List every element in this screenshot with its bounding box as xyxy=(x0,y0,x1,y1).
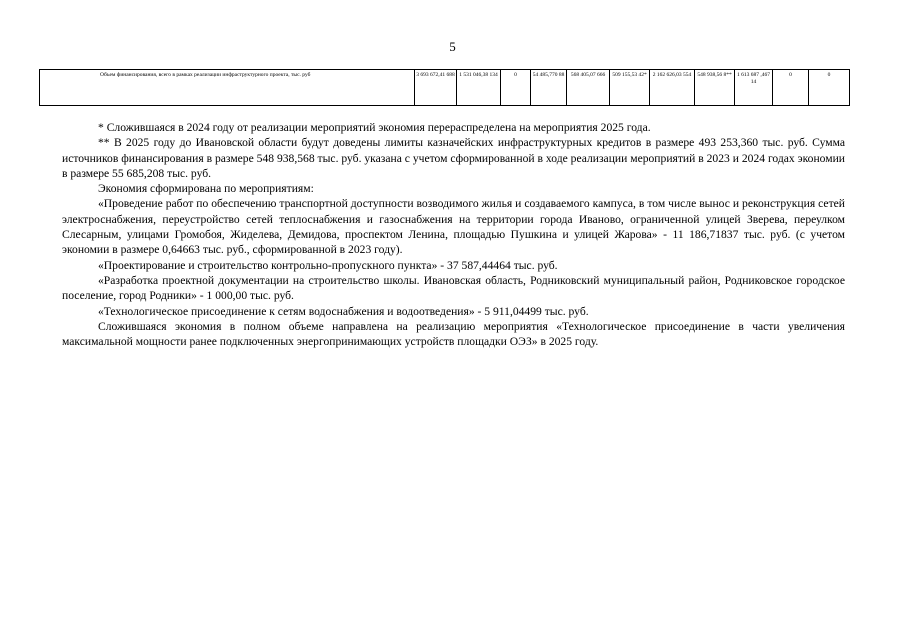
table-cell: 509 155,53 42* xyxy=(610,70,650,106)
table-cell: 0 xyxy=(773,70,809,106)
table-cell: 1 531 046,38 134 xyxy=(457,70,501,106)
row-label: Объем финансирования, всего в рамках реализации инфраструктурного проекта, тыс. руб xyxy=(40,70,415,106)
financing-table xyxy=(39,69,850,106)
note-paragraph: «Проектирование и строительство контрольно-пропускного пункта» - 37 587,44464 тыс. руб. xyxy=(98,258,558,272)
table-cell: 2 162 626,03 554 xyxy=(650,70,695,106)
table-row xyxy=(40,70,850,106)
table-cell: 0 xyxy=(501,70,531,106)
table-cell: 0 xyxy=(809,70,850,106)
note-paragraph: «Проведение работ по обеспечению транспортной доступности возводимого жилья и создаваемого кампуса, в том числе вынос и реконструкция сетей электроснабжения, переустройство сетей теплоснабжения и газоснабжения на территории города Иваново, ограниченной улицей Зверева, переулком Слесарным, улицами Громобоя, Жиделева, Демидова, проспектом Ленина, площадью Пушкина и улицей Жарова» - 11 186,71837 тыс. руб. (с учетом экономии в размере 0,64663 тыс. руб., сформированной в 2023 году). xyxy=(62,197,845,257)
notes-section xyxy=(62,120,845,349)
note-paragraph: Экономия сформирована по мероприятиям: xyxy=(98,182,314,196)
page-number: 5 xyxy=(449,39,456,54)
note-paragraph: Сложившаяся экономия в полном объеме направлена на реализацию мероприятия «Технологическое присоединение в части увеличения максимальной мощности ранее подключенных энергопринимающих устройств площадки ОЭЗ» в 2025 году. xyxy=(62,319,845,349)
note-paragraph: * Сложившаяся в 2024 году от реализации мероприятий экономия перераспределена на мероприятия 2025 года. xyxy=(98,121,651,134)
note-paragraph: «Технологическое присоединение к сетям водоснабжения и водоотведения» - 5 911,04499 тыс. руб. xyxy=(98,304,589,318)
note-paragraph: ** В 2025 году до Ивановской области будут доведены лимиты казначейских инфраструктурных кредитов в размере 493 253,360 тыс. руб. Сумма источников финансирования в размере 548 938,568 тыс. руб. указана с учетом сформированной в ходе реализации мероприятий в 2023 и 2024 годах экономии в размере 55 685,208 тыс. руб. xyxy=(62,136,845,180)
table-cell: 3 693 672,41 688 xyxy=(415,70,457,106)
table-cell: 54 485,770 88 xyxy=(531,70,567,106)
note-paragraph: «Разработка проектной документации на строительство школы. Ивановская область, Родниковский муниципальный район, Родниковское городское поселение, город Родники» - 1 000,00 тыс. руб. xyxy=(62,273,845,303)
table-cell: 568 405,07 666 xyxy=(567,70,610,106)
table-cell: 548 938,56 8** xyxy=(695,70,735,106)
table-cell: 1 613 687 ,46714 xyxy=(735,70,773,106)
